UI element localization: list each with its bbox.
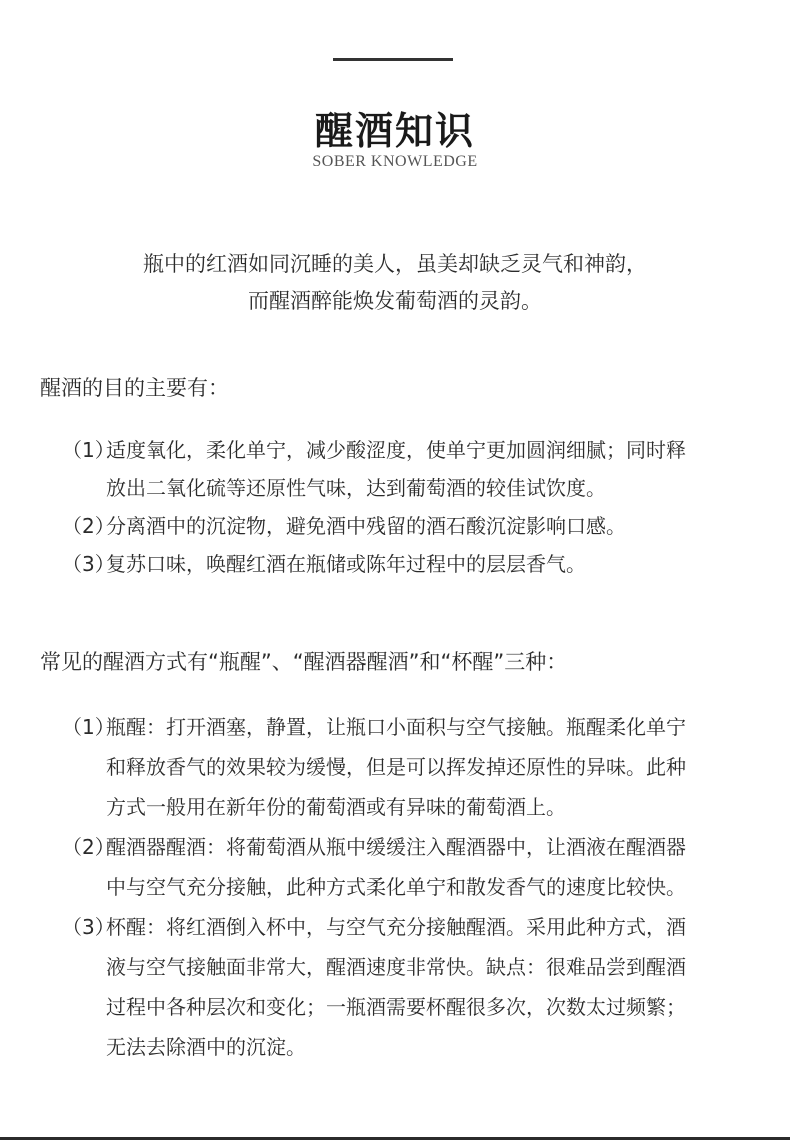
item-line: 分离酒中的沉淀物，避免酒中残留的酒石酸沉淀影响口感。 [106,514,626,538]
item-line: 过程中各种层次和变化；一瓶酒需要杯醒很多次，次数太过频繁； [106,995,686,1019]
top-divider [333,58,453,61]
item-line: 液与空气接触面非常大，醒酒速度非常快。缺点：很难品尝到醒酒 [106,955,686,979]
methods-list [62,707,752,1067]
item-line: 复苏口味，唤醒红酒在瓶储或陈年过程中的层层香气。 [106,552,586,576]
item-number: （3） [62,552,115,576]
intro-paragraph [0,246,790,320]
item-line: 和释放香气的效果较为缓慢，但是可以挥发掉还原性的异味。此种 [106,755,686,779]
item-line: 醒酒器醒酒：将葡萄酒从瓶中缓缓注入醒酒器中，让酒液在醒酒器 [106,835,686,859]
list-item [62,707,752,827]
item-number: （2） [62,514,115,538]
item-line: 放出二氧化硫等还原性气味，达到葡萄酒的较佳试饮度。 [106,476,606,500]
list-item [62,907,752,1067]
list-item [62,507,752,545]
methods-heading: 常见的醒酒方式有“瓶醒”、“醒酒器醒酒”和“杯醒”三种： [40,650,568,674]
item-line: 适度氧化，柔化单宁，减少酸涩度，使单宁更加圆润细腻；同时释 [106,438,686,462]
intro-line: 而醒酒醉能焕发葡萄酒的灵韵。 [248,289,542,313]
intro-line: 瓶中的红酒如同沉睡的美人，虽美却缺乏灵气和神韵， [143,252,647,276]
purpose-heading: 醒酒的目的主要有： [40,376,229,400]
item-number: （1） [62,715,115,739]
page-title: 醒酒知识 [314,108,475,153]
item-line: 无法去除酒中的沉淀。 [106,1035,306,1059]
purpose-list [62,431,752,583]
item-line: 中与空气充分接触，此种方式柔化单宁和散发香气的速度比较快。 [106,875,686,899]
list-item [62,827,752,907]
list-item [62,545,752,583]
page-subtitle: SOBER KNOWLEDGE [312,153,478,170]
list-item [62,431,752,507]
item-line: 方式一般用在新年份的葡萄酒或有异味的葡萄酒上。 [106,795,566,819]
item-line: 杯醒：将红酒倒入杯中，与空气充分接触醒酒。采用此种方式，酒 [106,915,686,939]
item-number: （2） [62,835,115,859]
item-line: 瓶醒：打开酒塞，静置，让瓶口小面积与空气接触。瓶醒柔化单宁 [106,715,686,739]
item-number: （1） [62,438,115,462]
item-number: （3） [62,915,115,939]
